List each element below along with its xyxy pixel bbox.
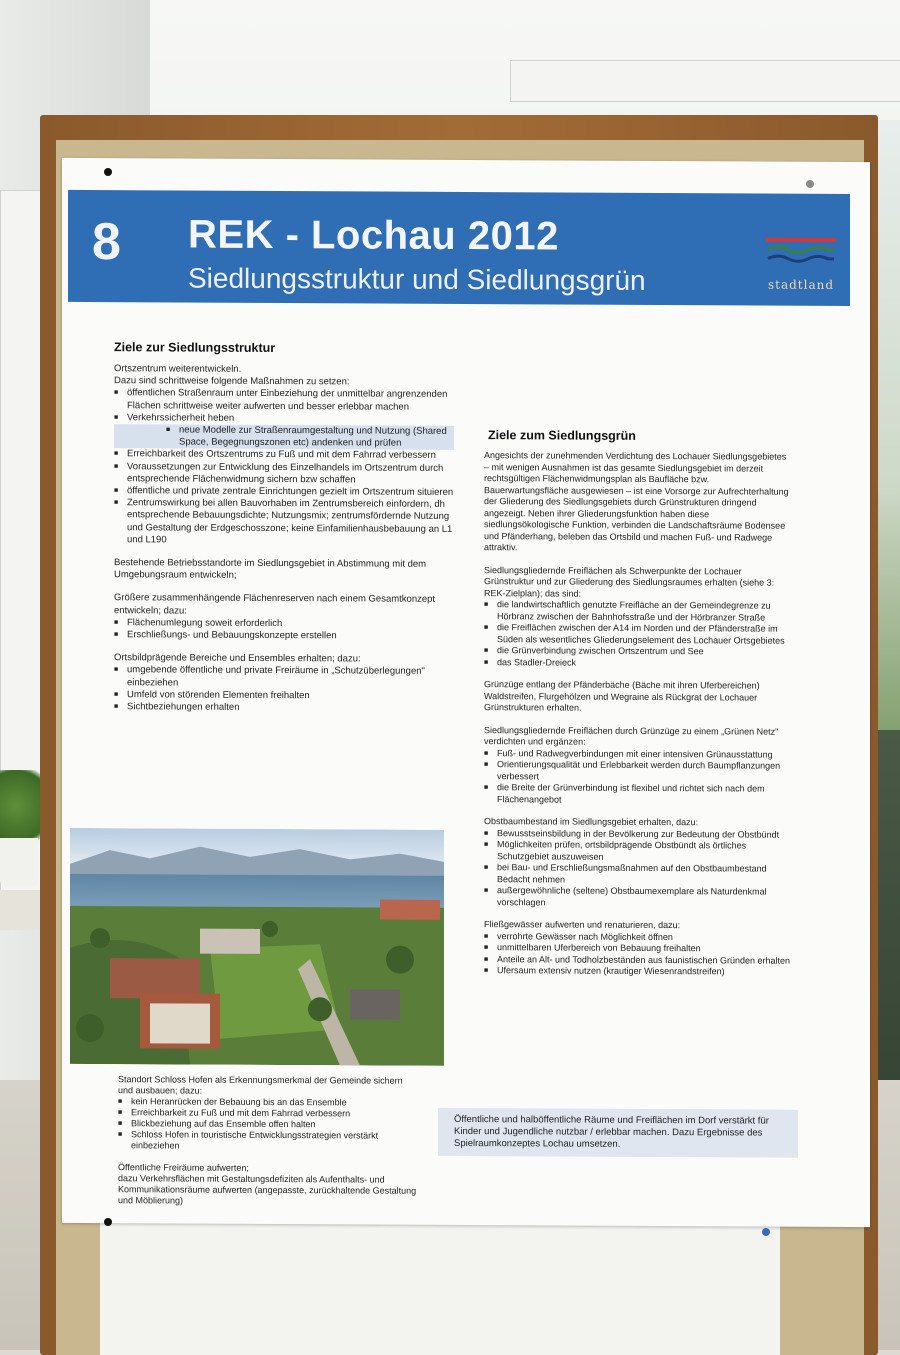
backing-sheet [100,1210,780,1355]
list-item: ■ öffentlichen Straßenraum unter Einbeziehung der unmittelbar angrenzenden Flächen schrittweise weiter aufwerten und besser erlebbar machen [114,388,454,414]
list-item: ■ verrohrte Gewässer nach Möglichkeit öffnen [484,931,792,944]
stadtland-logo [766,234,836,292]
list-item: ■ Bewusstseinsbildung in der Bevölkerung zur Bedeutung der Obstbündt [484,828,792,841]
list-item: ■ Voraussetzungen zur Entwicklung des Einzelhandels im Ortszentrum durch entsprechende Flächenwidmung sichern bzw schaffen [114,461,454,487]
left-intro-1: Ortszentrum weiterentwickeln. [114,363,242,375]
list-item: ■ Orientierungsqualität und Erlebbarkeit werden durch Baumpflanzungen verbessert [484,759,792,784]
left-intro [114,363,454,389]
right-paragraph: Angesichts der zunehmenden Verdichtung des Lochauer Siedlungsgebietes – mit wenigen Ausnahmen ist das gesamte Siedlungsgebiet im derzeit rechtsgültigen Flächenwidmungsplan als Baufläche bzw. Bauerwartungsfläche ausgewiesen – ist eine Vorsorge zur Aufrechterhaltung der Gliederung des Siedlungsgebiets durch Grünstrukturen dringend angezeigt. Neben ihrer Gliederungsfunktion haben diese siedlungsökologische Funktion, verbinden die Landschaftsräume Bodensee und Pfänderhang, beleben das Ortsbild und machen Fuß- und Radwege attraktiv. [484,450,789,553]
poster-subtitle: Siedlungsstruktur und Siedlungsgrün [188,262,646,296]
right-paragraph: Siedlungsgliedernde Freiflächen als Schwerpunkte der Lochauer Grünstruktur und zur Gliederung des Siedlungsraumes erhalten (siehe 3: REK-Zielplan); das sind: [484,564,775,599]
left-paragraph: Größere zusammenhängende Flächenreserven nach einem Gesamtkonzept entwickeln; dazu: [114,592,436,617]
right-list-2 [484,599,792,670]
list-item: ■ Umfeld von störenden Elementen freihalten [114,689,454,703]
list-item: ■ das Stadler-Dreieck [484,657,792,670]
right-paragraph: Grünzüge entlang der Pfänderbäche (Bäche mit ihren Uferbereichen) Waldstreifen, Flurgehölzen und Wegraine als Rückgrat der Lochauer Grünstrukturen erhalten. [484,679,760,713]
left-para6b: dazu Verkehrsflächen mit Gestaltungsdefiziten als Aufenthalts- und Kommunikationsräume aufwerten (angepasste, zurückhaltende Gestaltung und Möblierung) [118,1173,417,1206]
list-item: ■ öffentliche und private zentrale Einrichtungen gezielt im Ortszentrum situieren [114,485,454,499]
list-item: ■ Flächenumlegung soweit erforderlich [114,617,454,631]
left-column-lower [118,1074,418,1219]
aerial-photo [70,828,444,1066]
poster-banner [68,190,850,306]
list-item: ■ umgebende öffentliche und private Freiräume in „Schutzüberlegungen" einbeziehen [114,665,454,691]
right-list-4 [484,748,792,807]
poster-number: 8 [92,213,121,272]
highlight-box: Öffentliche und halböffentliche Räume und Freiflächen im Dorf verstärkt für Kinder und Jugendliche nutzbar / erlebbar machen. Dazu Ergebnisse des Spielraumkonzeptes Lochau umsetzen. [438,1108,798,1158]
logo-text: stadtland [767,277,835,292]
push-pin [104,1218,112,1226]
list-item: ■ Fuß- und Radwegverbindungen mit einer intensiven Grünausstattung [484,748,792,761]
list-item: ■ unmittelbaren Uferbereich von Bebauung freihalten [484,942,792,955]
left-paragraph: Ortsbildprägende Bereiche und Ensembles erhalten; dazu: [114,652,361,665]
list-item: ■ die Breite der Grünverbindung ist flexibel und richtet sich nach dem Flächenangebot [484,782,792,807]
poster [62,158,870,1227]
list-item: ■ Zentrumswirkung bei allen Bauvorhaben im Zentrumsbereich einfordern, dh entsprechende Bebauungsdichte; Nutzungsmix; zentrumsfördernde Nutzung und Gestaltung der Erdgeschosszone; keine Einfamilienhausbebauung an L1 und L190 [114,497,454,548]
push-pin [806,180,814,188]
list-item: ■ bei Bau- und Erschließungsmaßnahmen auf den Obstbaumbestand Bedacht nehmen [484,862,792,887]
wave-logo-icon [766,234,836,274]
list-item: ■ Erreichbarkeit des Ortszentrums zu Fuß und mit dem Fahrrad verbessern [114,449,454,463]
right-paragraph: Siedlungsgliedernde Freiflächen durch Grünzüge zu einem „Grünen Netz" verdichten und ergänzen: [484,724,779,747]
list-item: ■ Blickbeziehung auf das Ensemble offen halten [118,1118,418,1131]
left-paragraph [118,1162,418,1208]
left-list-5 [118,1096,418,1153]
left-list-3 [114,617,454,643]
left-paragraph: Bestehende Betriebsstandorte im Siedlungsgebiet in Abstimmung mit dem Umgebungsraum entwickeln; [114,557,427,582]
list-item: ■ die landwirtschaftlich genutzte Freifläche an der Gemeindegrenze zu Hörbranz zwischen der Bahnhofsstraße und der Hörbranzer Straße [484,599,792,624]
list-item: ■ Ufersaum extensiv nutzen (krautiger Wiesenrandstreifen) [484,965,792,978]
left-intro-2: Dazu sind schrittweise folgende Maßnahmen zu setzen: [114,375,350,388]
list-item: ■ Schloss Hofen in touristische Entwicklungsstrategien verstärkt einbeziehen [118,1129,418,1153]
left-column [114,363,454,726]
left-heading: Ziele zur Siedlungsstruktur [114,340,276,356]
left-paragraph: Standort Schloss Hofen als Erkennungsmerkmal der Gemeinde sichern und ausbauen; dazu: [118,1074,403,1096]
push-pin [762,1228,770,1236]
list-item: ■ außergewöhnliche (seltene) Obstbaumexemplare als Naturdenkmal vorschlagen [484,885,792,910]
plant-pot [0,838,38,886]
right-paragraph: Obstbaumbestand im Siedlungsgebiet erhalten, dazu: [484,816,699,828]
right-paragraph: Fließgewässer aufwerten und renaturieren, dazu: [484,919,681,931]
list-item: ■ Anteile an Alt- und Todholzbeständen aus faunistischen Gründen erhalten [484,954,792,967]
poster-title: REK - Lochau 2012 [188,212,559,259]
list-item: ■ kein Heranrücken der Bebauung bis an das Ensemble [118,1096,418,1109]
right-heading: Ziele zum Siedlungsgrün [488,428,636,443]
list-item-highlighted: ■ neue Modelle zur Straßenraumgestaltung und Nutzung (Shared Space, Begegnungszonen etc) andenken und prüfen [114,424,454,450]
aerial-photo-image [70,828,444,1066]
left-para6: Öffentliche Freiräume aufwerten; [118,1162,249,1173]
right-list-5 [484,828,792,910]
list-item: ■ Sichtbeziehungen erhalten [114,701,454,715]
list-item: ■ Erreichbarkeit zu Fuß und mit dem Fahrrad verbessern [118,1107,418,1120]
window-frame [510,60,900,102]
right-column [484,450,792,989]
list-item: ■ die Grünverbindung zwischen Ortszentrum und See [484,645,792,658]
left-list-4 [114,665,454,716]
list-item: ■ Möglichkeiten prüfen, ortsbildprägende Obstbündt als örtliches Schutzgebiet auszuweisen [484,839,792,864]
list-item: ■ Verkehrssicherheit heben [114,412,454,426]
push-pin [104,168,112,176]
list-item: ■ Erschließungs- und Bebauungskonzepte erstellen [114,629,454,643]
left-list-1 [114,388,454,548]
list-item: ■ die Freiflächen zwischen der A14 im Norden und der Pfänderstraße im Süden als wesentliches Gliederungselement des Lochauer Ortsgebietes [484,622,792,647]
right-list-6 [484,931,792,979]
